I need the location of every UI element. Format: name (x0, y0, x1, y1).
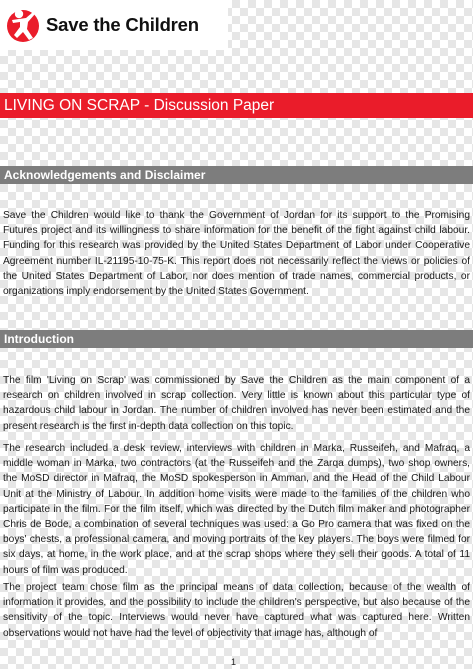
introduction-paragraph-2: The research included a desk review, interviews with children in Marka, Russeifeh, and Mafraq, a middle woman in Marka, two contractors (at the Russeifeh and the Zarqa dumps), two shop owners, the MoSD director in Mafraq, the MoSD spokesperson in Amman, and the Head of the Child Labour Unit at the Ministry of Labour. In addition home visits were made to the families of the children who participate in the film. For the film itself, which was directed by the Dutch film maker and photographer Chris de Bode, a combination of several techniques was used: a Go Pro camera that was fixed on the boys' chests, a professional camera, and moving portraits of the key players. The boys were filmed for six days, at home, in the work place, and at the scrap shops where they sell their goods. A total of 11 hours of film was produced. (3, 443, 470, 576)
acknowledgements-paragraph: Save the Children would like to thank the Government of Jordan for its support to the Promising Futures project and its willingness to share information for the benefit of the fight against child labour. Funding for this research was provided by the United States Department of Labor under Cooperative Agreement number IL-21195-10-75-K. This report does not necessarily reflect the views or policies of the United States Department of Labor, nor does mention of trade names, commercial products, or organizations imply endorsement by the United States Government. (3, 210, 470, 298)
page-number: 1 (231, 657, 237, 667)
introduction-paragraph-3: The project team chose film as the principal means of data collection, because of the wealth of information it provides, and the possibility to include the children's perspective, but also because of the sensitivity of the topic. Interviews would never have captured what was captured here. Written observations would not have had the level of objectivity that image has, although of (3, 582, 470, 639)
introduction-heading: Introduction (0, 330, 473, 348)
running-child-logo-icon (6, 5, 40, 45)
document-title: LIVING ON SCRAP - Discussion Paper (0, 93, 473, 118)
acknowledgements-heading: Acknowledgements and Disclaimer (0, 166, 473, 184)
save-the-children-logo (0, 0, 228, 50)
introduction-paragraph-1: The film 'Living on Scrap' was commissioned by Save the Children as the main component of a research on children involved in scrap collection. Very little is known about this particular type of hazardous child labour in Jordan. The number of children involved has never been estimated and the present research is the first in-depth data collection on this topic. (3, 375, 470, 432)
logo-text: Save the Children (46, 14, 199, 35)
